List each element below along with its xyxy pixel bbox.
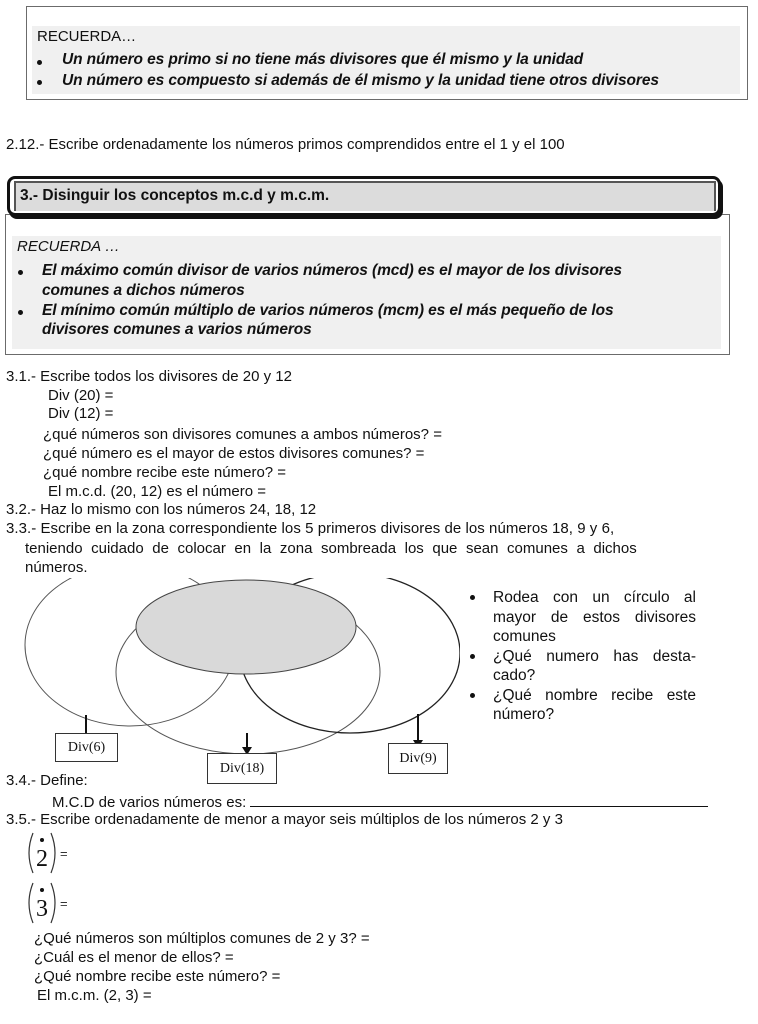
common-multiples-question: ¿Qué números son múltiplos comunes de 2 y 3? = bbox=[34, 930, 370, 947]
side-question-circle: Rodea con un círculo al mayor de estos divisores comunes bbox=[466, 588, 696, 647]
div-20-line: Div (20) = bbox=[48, 387, 114, 404]
greatest-divisor-question: ¿qué número es el mayor de estos divisores comunes? = bbox=[43, 445, 425, 462]
exercise-3-5-title: 3.5.- Escribe ordenadamente de menor a mayor seis múltiplos de los números 2 y 3 bbox=[6, 811, 563, 828]
recuerda-item-mcd-line2: comunes a dichos números bbox=[42, 282, 245, 299]
least-multiple-question: ¿Cuál es el menor de ellos? = bbox=[34, 949, 234, 966]
bullet-icon bbox=[37, 60, 42, 65]
paren-right-icon bbox=[51, 883, 55, 923]
paren-left-icon bbox=[29, 833, 33, 873]
side-question-number: ¿Qué numero has desta-cado? bbox=[466, 647, 696, 686]
mcd-definition-blank[interactable] bbox=[250, 792, 708, 807]
bullet-icon bbox=[18, 270, 23, 275]
recuerda-item-mcm-line1: El mínimo común múltiplo de varios números (mcm) es el más pequeño de los bbox=[42, 302, 614, 319]
recuerda-title: RECUERDA… bbox=[37, 28, 137, 45]
multiples-of-2-notation bbox=[24, 830, 80, 876]
bullet-icon bbox=[18, 310, 23, 315]
svg-text:=: = bbox=[60, 846, 68, 861]
exercise-3-3-line1: 3.3.- Escribe en la zona correspondiente los 5 primeros divisores de los números 18, 9 y 6, bbox=[6, 520, 615, 537]
exercise-3-3-line3: números. bbox=[25, 559, 88, 576]
svg-text:3: 3 bbox=[36, 896, 48, 922]
exercise-2-12: 2.12.- Escribe ordenadamente los números primos comprendidos entre el 1 y el 100 bbox=[6, 136, 565, 153]
section-3-title: 3.- Disinguir los conceptos m.c.d y m.c.m. bbox=[20, 187, 330, 204]
common-divisors-question: ¿qué números son divisores comunes a ambos números? = bbox=[43, 426, 442, 443]
bullet-icon bbox=[37, 80, 42, 85]
recuerda-item-prime: Un número es primo si no tiene más divisores que él mismo y la unidad bbox=[62, 51, 584, 68]
recuerda-item-mcd-line1: El máximo común divisor de varios números (mcd) es el mayor de los divisores bbox=[42, 262, 622, 279]
bullet-icon bbox=[470, 654, 475, 659]
recuerda-item-composite: Un número es compuesto si además de él mismo y la unidad tiene otros divisores bbox=[62, 72, 659, 89]
mcd-result-line: El m.c.d. (20, 12) es el número = bbox=[48, 483, 267, 500]
side-question-name: ¿Qué nombre recibe este número? bbox=[466, 686, 696, 725]
mcd-definition-prompt: M.C.D de varios números es: bbox=[52, 792, 708, 811]
mcm-result-line: El m.c.m. (2, 3) = bbox=[37, 987, 152, 1004]
mcm-name-question: ¿Qué nombre recibe este número? = bbox=[34, 968, 281, 985]
label-div6: Div(6) bbox=[55, 733, 118, 762]
exercise-3-1-title: 3.1.- Escribe todos los divisores de 20 y 12 bbox=[6, 368, 292, 385]
bullet-icon bbox=[470, 693, 475, 698]
name-question: ¿qué nombre recibe este número? = bbox=[43, 464, 287, 481]
svg-text:=: = bbox=[60, 896, 68, 911]
venn-side-questions bbox=[466, 588, 696, 725]
common-zone-shaded bbox=[136, 580, 356, 674]
exercise-3-2: 3.2.- Haz lo mismo con los números 24, 18, 12 bbox=[6, 501, 317, 518]
bullet-icon bbox=[470, 595, 475, 600]
exercise-3-4-title: 3.4.- Define: bbox=[6, 772, 88, 789]
dot-above-icon bbox=[40, 888, 44, 892]
div-12-line: Div (12) = bbox=[48, 405, 114, 422]
recuerda-item-mcm-line2: divisores comunes a varios números bbox=[42, 321, 312, 338]
exercise-3-3-line2: teniendo cuidado de colocar en la zona sombreada los que sean comunes a dichos bbox=[25, 540, 637, 557]
svg-text:2: 2 bbox=[36, 846, 48, 872]
recuerda-title: RECUERDA … bbox=[17, 238, 120, 255]
paren-right-icon bbox=[51, 833, 55, 873]
label-div9: Div(9) bbox=[388, 743, 448, 774]
multiples-of-3-notation bbox=[24, 880, 80, 926]
label-div18: Div(18) bbox=[207, 753, 277, 784]
dot-above-icon bbox=[40, 838, 44, 842]
paren-left-icon bbox=[29, 883, 33, 923]
